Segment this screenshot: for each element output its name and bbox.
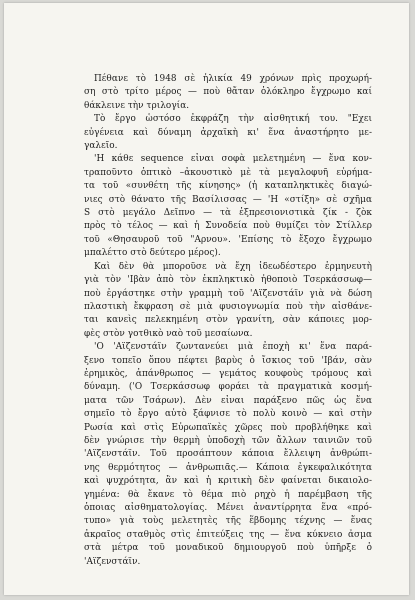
text-line: S στὸ μεγάλο Δεῖπνο — τὰ ἐξπρεσιονιστικὰ ζίκ - ζὸκ (84, 208, 372, 219)
text-line: ποὺ ἐργάστηκε στὴν γραμμὴ τοῦ 'Αϊζενστάϊν γιὰ νὰ δώση (84, 288, 372, 299)
text-line: ται κανεὶς πελεκημένη στὸν γρανίτη, σὰν κάποιες μορ- (84, 315, 372, 326)
text-line: Τὸ ἔργο ὡστόσο ἐκφράζη τὴν αἰσθητική του. "Εχει (94, 114, 372, 125)
paragraph (84, 153, 372, 260)
text-line: θάκλεινε τὴν τριλογία. (84, 100, 190, 111)
text-line: γημένα: θὰ ἔκανε τὸ θέμα πιὸ ρηχὸ ἡ παρέμβαση τῆς (84, 489, 372, 500)
text-line: σημεῖο τὸ ἔργο αὐτὸ ξάφνισε τὸ πολὺ κοινὸ — καὶ στὴν (84, 409, 372, 420)
text-line: νιες στὸ θάνατο τῆς Βασίλισσας — 'Η «στίξη» σὲ σχῆμα (84, 194, 372, 205)
text-line: ὁποιας αἰσθηματολογίας. Μένει ἀναντίρρητα ἕνα «πρό- (84, 503, 372, 513)
text-line: γαλεῖο. (84, 141, 118, 152)
text-line: ματα τῶν Τσάρων). Δὲν εἶναι παράξενο πῶς ὡς ἕνα (84, 395, 372, 406)
text-line: ξενο τοπεῖο ὅπου πέφτει βαρὺς ὁ ἴσκιος τοῦ 'Ιβάν, σὰν (84, 355, 372, 366)
text-line: Καὶ δὲν θὰ μποροῦσε νὰ ἔχη ἰδεωδέστερο ἑρμηνευτὴ (94, 261, 372, 272)
text-line: πρὸς τὸ τέλος — καὶ ἡ Συνοδεία ποὺ θυμίζει τὸν Στίλλερ (84, 221, 372, 232)
text-line: ση στὸ τρίτο μέρος — ποὺ θἄταν ὁλόκληρο ἔγχρωμο καί (84, 87, 372, 98)
text-line: μπαλέττο στὸ δεύτερο μέρος). (84, 248, 221, 259)
text-line: Πέθανε τὸ 1948 σὲ ἡλικία 49 χρόνων πρὶς προχωρή- (94, 74, 372, 84)
text-line: 'Ο 'Αϊζενστάϊν ζωντανεύει μιὰ ἐποχὴ κι' ἕνα παρά- (94, 342, 372, 353)
paragraph (84, 261, 372, 341)
text-line: τραποῦντο ὀπτικὸ –ἀκουστικὸ μὲ τὰ μεγαλοφυῆ εὑρήμα- (84, 167, 372, 178)
paragraph (84, 73, 372, 113)
text-line: Ρωσία καὶ στὶς Εὐρωπαϊκὲς χῶρες ποὺ προβλήθηκε καὶ (84, 422, 372, 433)
text-line: 'Η κάθε sequence εἶναι σοφὰ μελετημένη — ἕνα κον- (94, 154, 372, 165)
text-line: τα τοῦ «συνθέτη τῆς κίνησης» (ἡ καταπληκτικὲς διαγώ- (84, 181, 372, 192)
text-line: 'Αϊζενστάϊν. (84, 556, 141, 567)
text-line: νης θερμότητος — ἀνθρωπιᾶς.— Κάποια ἐγκεφαλικότητα (84, 462, 372, 473)
text-line: ἀκραῖος σταθμὸς στὶς ἐπιτεύξεις της — ἕνα κύκνειο ἆσμα (84, 529, 372, 540)
text-line: τοῦ «Θησαυροῦ τοῦ "Αρνου». 'Επίσης τὸ ἔξοχο ἔγχρωμο (84, 234, 372, 245)
text-line: δὲν γνώρισε τὴν θερμὴ ὑποδοχὴ τῶν ἄλλων ταινιῶν τοῦ (84, 435, 372, 446)
text-line: τυπο» γιὰ τοὺς μελετητὲς τῆς ἕβδομης τέχνης — ἕνας (84, 516, 372, 527)
text-line: εὐγένεια καὶ δύναμη ἀρχαϊκὴ κι' ἕνα ἀναστήρητο με- (84, 127, 372, 138)
text-line: στὰ μέτρα τοῦ μοναδικοῦ δημιουργοῦ ποὺ ὑπῆρξε ὁ (84, 543, 372, 554)
text-line: γιὰ τὸν 'Ιβὰν ἀπὸ τὸν ἐκπληκτικὸ ἠθοποιὸ Τσερκάσσωφ— (84, 275, 372, 286)
paragraph (84, 113, 372, 153)
text-line: πλαστικὴ ἔκφραση σὲ μιὰ φυσιογνωμία ποὺ τὴν αἰσθάνε- (84, 301, 372, 312)
document-page (4, 3, 409, 595)
paragraph (84, 341, 372, 569)
text-line: καὶ ψυχρότητα, ἂν καὶ ἡ κριτικὴ δὲν φαίνεται δικαιολο- (84, 476, 372, 487)
text-line: φὲς στὸν γοτθικὸ ναὸ τοῦ μεσαίωνα. (84, 328, 253, 339)
text-line: δύναμη. ('Ο Τσερκάσσωφ φοράει τὰ πραγματικὰ κοσμή- (84, 382, 372, 393)
text-line: ἐρημικὸς, ἀπάνθρωπος — γεμάτος κουφοὺς τρόμους καὶ (84, 368, 372, 379)
body-text (84, 73, 372, 569)
text-line: 'Αϊζενστάϊν. Τοῦ προσάπτουν κάποια ἔλλειψη ἀνθρώπι- (84, 449, 372, 460)
